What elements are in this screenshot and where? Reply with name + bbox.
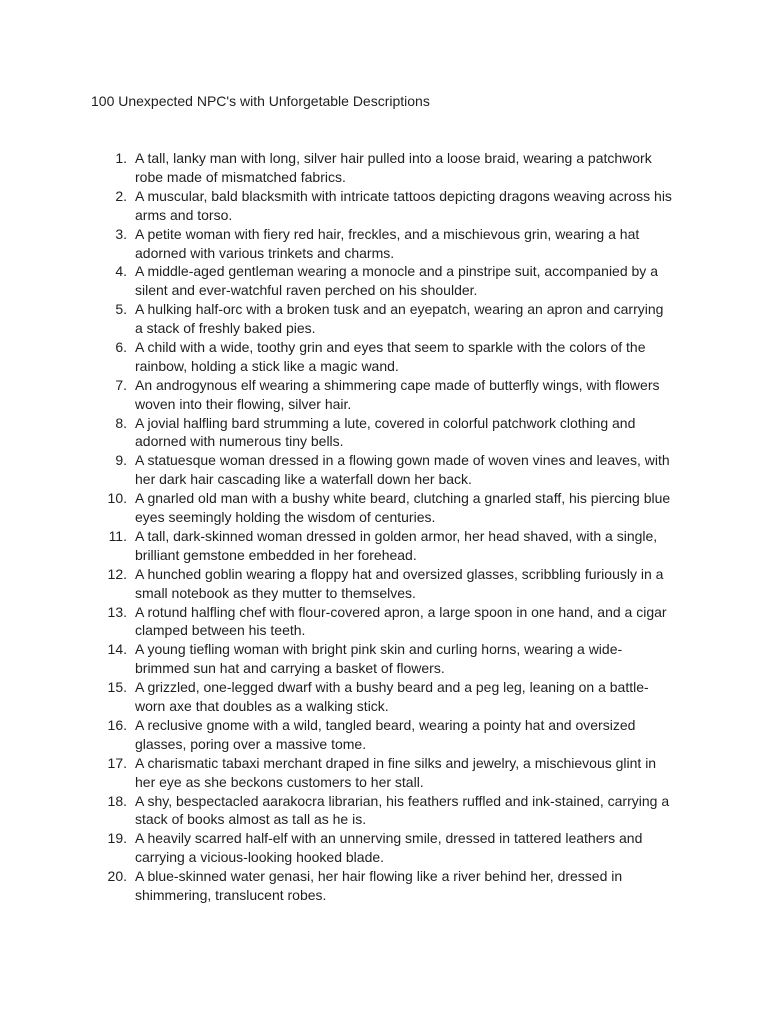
list-item-number: 9.: [115, 452, 127, 469]
list-item-text: A child with a wide, toothy grin and eyes that seem to sparkle with the colors of the rainbow, holding a stick like a magic wand.: [135, 338, 646, 374]
list-item-text: An androgynous elf wearing a shimmering cape made of butterfly wings, with flowers woven into their flowing, silver hair.: [135, 376, 660, 412]
list-item-text: A muscular, bald blacksmith with intricate tattoos depicting dragons weaving across his arms and torso.: [135, 187, 672, 223]
list-item-number: 11.: [108, 527, 127, 544]
list-item-number: 18.: [107, 792, 127, 809]
list-item: [0, 338, 675, 376]
list-item-number: 2.: [115, 187, 127, 204]
list-item: [0, 451, 675, 489]
list-item-text: A jovial halfling bard strumming a lute, covered in colorful patchwork clothing and adorned with numerous tiny bells.: [135, 414, 636, 450]
list-item: [0, 565, 675, 603]
list-item-number: 4.: [115, 263, 127, 280]
list-item-number: 12.: [107, 565, 127, 582]
list-item-number: 14.: [107, 641, 127, 658]
list-item-text: A blue-skinned water genasi, her hair flowing like a river behind her, dressed in shimmering, translucent robes.: [135, 868, 623, 904]
list-item-number: 17.: [107, 754, 127, 771]
list-item-number: 5.: [115, 301, 127, 318]
list-item: [0, 678, 675, 716]
list-item-text: A gnarled old man with a bushy white beard, clutching a gnarled staff, his piercing blue eyes seemingly holding the wisdom of centuries.: [135, 490, 671, 526]
list-item-text: A middle-aged gentleman wearing a monocle and a pinstripe suit, accompanied by a silent and ever-watchful raven perched on his shoulder.: [135, 263, 658, 299]
list-item: [0, 867, 675, 905]
list-item-text: A shy, bespectacled aarakocra librarian, his feathers ruffled and ink-stained, carrying a stack of books almost as tall as he is.: [135, 792, 670, 828]
list-item-text: A young tiefling woman with bright pink skin and curling horns, wearing a wide-brimmed sun hat and carrying a basket of flowers.: [135, 641, 623, 677]
list-item-number: 15.: [107, 679, 127, 696]
list-item-number: 6.: [115, 338, 127, 355]
list-item-number: 19.: [107, 830, 127, 847]
list-item-number: 16.: [107, 716, 127, 733]
list-item-text: A tall, lanky man with long, silver hair pulled into a loose braid, wearing a patchwork robe made of mismatched fabrics.: [135, 150, 652, 185]
list-item-number: 1.: [115, 150, 127, 166]
list-item-number: 20.: [107, 868, 127, 885]
list-item-text: A rotund halfling chef with flour-covered apron, a large spoon in one hand, and a cigar clamped between his teeth.: [135, 603, 667, 639]
list-item-number: 7.: [115, 376, 127, 393]
npc-list: [0, 149, 768, 905]
list-item: [0, 603, 675, 641]
list-item: [0, 716, 675, 754]
list-item: [0, 376, 675, 414]
list-item-text: A grizzled, one-legged dwarf with a bushy beard and a peg leg, leaning on a battle-worn axe that doubles as a walking stick.: [135, 679, 649, 715]
list-item-number: 8.: [115, 414, 127, 431]
document-title: 100 Unexpected NPC's with Unforgetable Descriptions: [91, 93, 430, 109]
list-item: [0, 149, 675, 187]
list-item: [0, 527, 675, 565]
list-item: [0, 187, 675, 225]
list-item: [0, 640, 675, 678]
list-item: [0, 489, 675, 527]
list-item: [0, 414, 675, 452]
list-item: [0, 754, 675, 792]
list-item-text: A charismatic tabaxi merchant draped in fine silks and jewelry, a mischievous glint in her eye as she beckons customers to her stall.: [135, 754, 657, 790]
list-item-text: A reclusive gnome with a wild, tangled beard, wearing a pointy hat and oversized glasses, poring over a massive tome.: [135, 716, 636, 752]
list-item-text: A hunched goblin wearing a floppy hat and oversized glasses, scribbling furiously in a small notebook as they mutter to themselves.: [135, 565, 664, 601]
list-item: [0, 225, 675, 263]
list-item: [0, 262, 675, 300]
list-item-text: A petite woman with fiery red hair, freckles, and a mischievous grin, wearing a hat adorned with various trinkets and charms.: [135, 225, 640, 261]
list-item-text: A hulking half-orc with a broken tusk and an eyepatch, wearing an apron and carrying a stack of freshly baked pies.: [135, 301, 664, 337]
list-item-number: 13.: [107, 603, 127, 620]
list-item-text: A statuesque woman dressed in a flowing gown made of woven vines and leaves, with her dark hair cascading like a waterfall down her back.: [135, 452, 670, 488]
list-item: [0, 300, 675, 338]
list-item: [0, 792, 675, 830]
list-item-text: A tall, dark-skinned woman dressed in golden armor, her head shaved, with a single, brilliant gemstone embedded in her forehead.: [135, 527, 658, 563]
list-item: [0, 829, 675, 867]
list-item-number: 10.: [107, 490, 127, 507]
list-item-number: 3.: [115, 225, 127, 242]
list-item-text: A heavily scarred half-elf with an unnerving smile, dressed in tattered leathers and carrying a vicious-looking hooked blade.: [135, 830, 643, 866]
